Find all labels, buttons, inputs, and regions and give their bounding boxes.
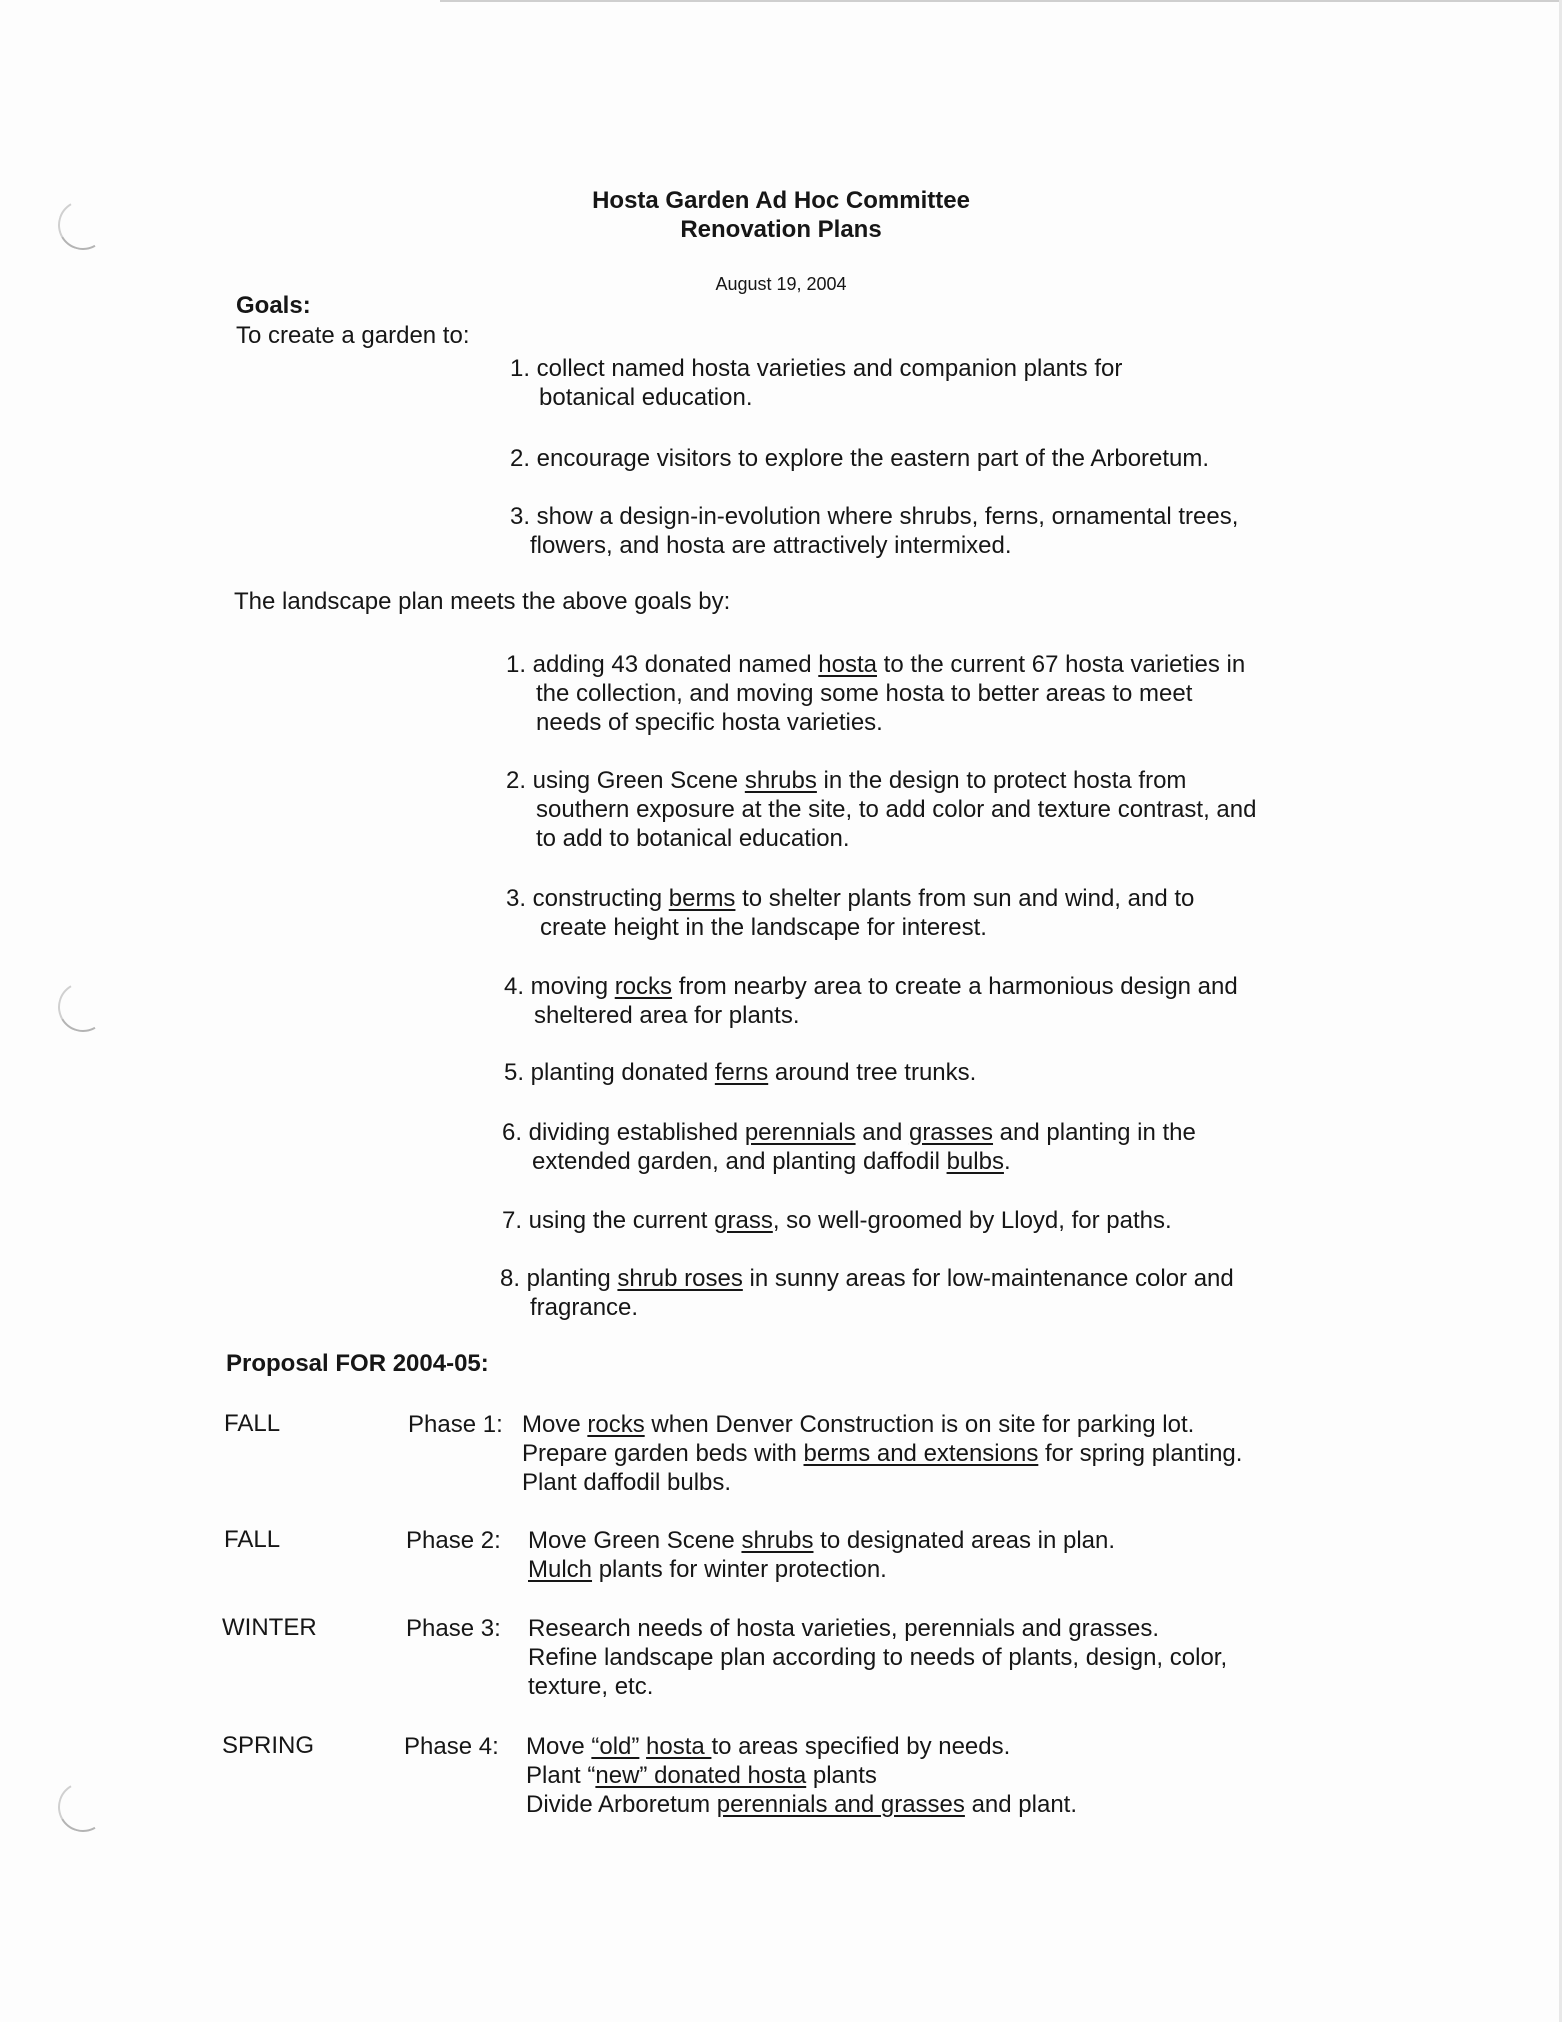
phase-details: Move rocks when Denver Construction is on site for parking lot. Prepare garden beds with berms and extensions for spring planting. Plant daffodil bulbs. [522,1411,1243,1496]
plan-item-keyword: shrub roses [617,1265,743,1292]
phase-season: FALL [224,1410,281,1437]
scan-edge-top [440,0,1562,2]
goal-item-text: botanical education. [539,384,753,411]
plan-item-keyword: bulbs [946,1148,1004,1175]
goals-heading: Goals: [236,292,311,319]
plan-item: 3. constructing berms to shelter plants from sun and wind, and to create height in the landscape for interest. [506,885,1195,941]
plan-item: 5. planting donated ferns around tree trunks. [504,1059,977,1086]
punch-hole-icon [52,1776,113,1837]
plan-item-keyword: berms [668,885,736,912]
plan-item: 2. using Green Scene shrubs in the design to protect hosta from southern exposure at the site, to add color and texture contrast, and to add to botanical education. [506,767,1257,852]
plan-item-keyword: hosta [818,651,877,678]
phase-season: FALL [224,1526,281,1553]
phase-details: Move “old” hosta to areas specified by needs. Plant “new” donated hosta plants Divide Arboretum perennials and grasses and plant. [526,1733,1077,1818]
goal-item-text: 1. collect named hosta varieties and companion plants for [510,355,1123,382]
plan-item: 7. using the current grass, so well-groomed by Lloyd, for paths. [502,1207,1172,1234]
phase-label: Phase 2: [406,1527,501,1554]
proposal-heading: Proposal FOR 2004-05: [226,1350,489,1377]
phase-keyword: Mulch [528,1556,593,1583]
goal-item-text: flowers, and hosta are attractively intermixed. [530,532,1012,559]
document-date: August 19, 2004 [715,274,847,294]
phase-keyword: hosta [646,1733,712,1760]
phase-keyword: berms and extensions [803,1440,1039,1467]
plan-item: 6. dividing established perennials and grasses and planting in the extended garden, and planting daffodil bulbs. [502,1119,1196,1175]
phase-keyword: shrubs [741,1527,814,1554]
plan-item-keyword: grasses [908,1119,994,1146]
punch-hole-icon [52,976,113,1037]
phase-keyword: new” donated hosta [595,1762,807,1789]
phase-keyword: perennials and grasses [716,1791,965,1818]
plan-item: 4. moving rocks from nearby area to create a harmonious design and sheltered area for plants. [504,973,1238,1029]
plan-item-keyword: rocks [614,973,673,1000]
plan-item-keyword: ferns [714,1059,769,1086]
phase-label: Phase 3: [406,1615,501,1642]
phase-season: WINTER [222,1614,317,1641]
goals-intro: To create a garden to: [236,322,470,349]
phase-details: Move Green Scene shrubs to designated areas in plan. Mulch plants for winter protection. [528,1527,1116,1583]
goal-item [510,502,1238,560]
plan-item-keyword: shrubs [744,767,817,794]
plan-item-keyword: grass [714,1207,773,1234]
phase-season: SPRING [222,1732,315,1759]
phase-label: Phase 1: [408,1411,503,1438]
plan-item: 1. adding 43 donated named hosta to the current 67 hosta varieties in the collection, and moving some hosta to better areas to meet needs of specific hosta varieties. [506,651,1246,736]
plan-item: 8. planting shrub roses in sunny areas for low-maintenance color and fragrance. [500,1265,1234,1321]
phase-keyword: rocks [587,1411,645,1438]
plan-intro: The landscape plan meets the above goals by: [234,588,731,615]
document-title: Hosta Garden Ad Hoc Committee [592,187,970,214]
plan-item-keyword: perennials [744,1119,856,1146]
phase-keyword: “old” [591,1733,640,1760]
goal-item-text: 2. encourage visitors to explore the eastern part of the Arboretum. [510,445,1210,472]
goal-item-text: 3. show a design-in-evolution where shrubs, ferns, ornamental trees, [510,503,1239,530]
phase-label: Phase 4: [404,1733,499,1760]
phase-details: Research needs of hosta varieties, perennials and grasses. Refine landscape plan according to needs of plants, design, color, texture, etc. [528,1615,1228,1700]
document-subtitle: Renovation Plans [680,216,882,243]
goal-item [510,444,1209,473]
goal-item [510,354,1122,412]
